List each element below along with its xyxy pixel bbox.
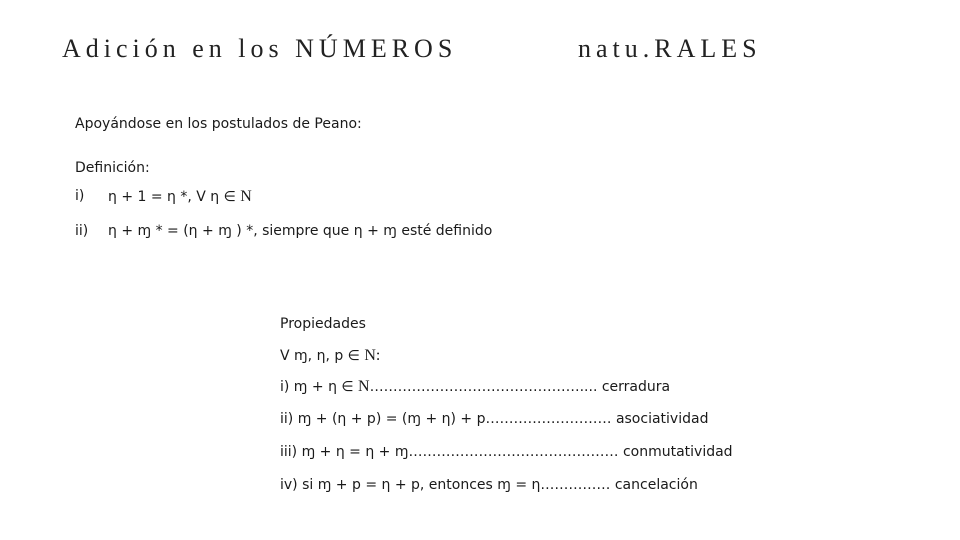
definition-item-1-content: [108, 188, 252, 206]
properties-heading: Propiedades: [280, 316, 366, 332]
natural-set-symbol: N: [240, 188, 252, 205]
definition-item-1-label: i): [75, 188, 85, 204]
properties-quantifier-text: V ɱ, η, p ∈: [280, 348, 360, 364]
natural-set-symbol: N: [358, 378, 370, 395]
slide-title-part-1: Adición en los NÚMEROS: [62, 34, 458, 63]
property-closure: [280, 378, 670, 396]
slide-title-part-2: natu.RALES: [578, 34, 762, 63]
definition-item-2-label: ii): [75, 223, 89, 239]
property-cancellation: iv) si ɱ + p = η + p, entonces ɱ = η…………… cancelación: [280, 477, 698, 493]
definition-item-1-text: η + 1 = η *, V η ∈: [108, 189, 236, 205]
intro-text: Apoyándose en los postulados de Peano:: [75, 116, 362, 132]
property-closure-prefix: i) ɱ + η ∈: [280, 379, 354, 395]
definition-item-2: [75, 223, 493, 239]
slide-title: [0, 34, 960, 68]
definition-item-2-text: η + ɱ * = (η + ɱ ) *, siempre que η + ɱ esté definido: [108, 223, 493, 239]
definition-item-1: [75, 188, 252, 205]
property-associativity: ii) ɱ + (η + p) = (ɱ + η) + p……………………… asociatividad: [280, 411, 709, 427]
property-commutativity: iii) ɱ + η = η + ɱ……………………………………… conmutatividad: [280, 444, 733, 460]
properties-quantifier: [280, 347, 380, 365]
property-closure-rest: ……………………………………….... cerradura: [369, 379, 671, 395]
definition-heading: Definición:: [75, 160, 150, 176]
natural-set-symbol: N:: [364, 347, 381, 364]
